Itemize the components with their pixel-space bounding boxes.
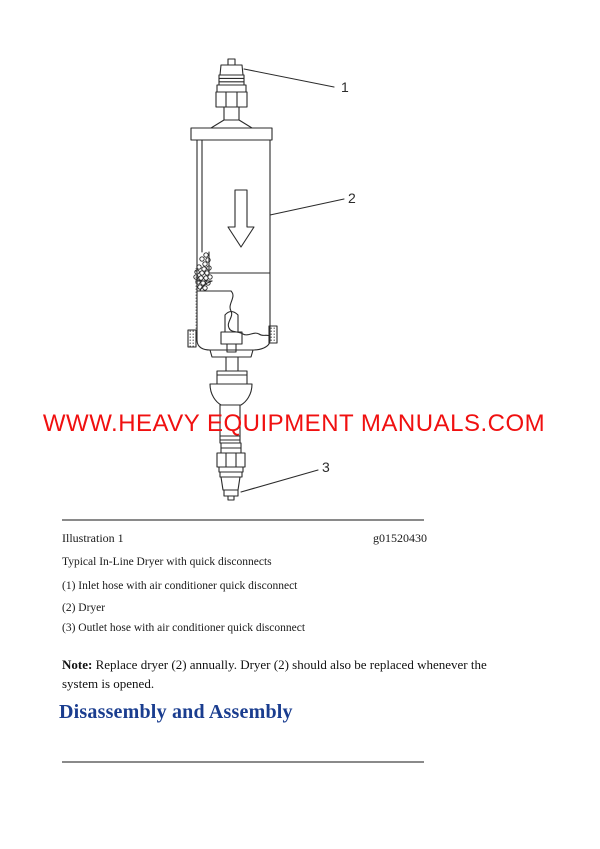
callout-number-1: 1 bbox=[341, 79, 349, 95]
callout-number-3: 3 bbox=[322, 459, 330, 475]
note-paragraph bbox=[62, 656, 522, 694]
legend-item-1: (1) Inlet hose with air conditioner quick disconnect bbox=[62, 580, 298, 592]
dryer-body-drawing bbox=[188, 128, 277, 357]
legend-item-3: (3) Outlet hose with air conditioner quick disconnect bbox=[62, 622, 306, 634]
callout-line-1 bbox=[244, 69, 334, 87]
note-label: Note: bbox=[62, 657, 93, 672]
outlet-fitting-drawing bbox=[210, 357, 252, 500]
figure-divider-rule bbox=[62, 519, 424, 521]
section-divider-rule bbox=[62, 761, 424, 763]
callout-number-2: 2 bbox=[348, 190, 356, 206]
watermark-text: WWW.HEAVY EQUIPMENT MANUALS.COM bbox=[42, 410, 546, 437]
caption-header-row bbox=[62, 531, 427, 546]
legend-item-2: (2) Dryer bbox=[62, 602, 106, 614]
illustration-label: Illustration 1 bbox=[62, 531, 124, 545]
flow-arrow bbox=[228, 190, 254, 247]
note-text: Replace dryer (2) annually. Dryer (2) should also be replaced whenever the system is opened. bbox=[62, 657, 487, 691]
figure-title: Typical In-Line Dryer with quick disconnects bbox=[62, 556, 272, 568]
callout-line-2 bbox=[270, 199, 344, 215]
figure-id: g01520430 bbox=[373, 531, 427, 545]
section-heading: Disassembly and Assembly bbox=[59, 701, 293, 723]
dryer-illustration bbox=[150, 40, 400, 510]
callout-line-3 bbox=[241, 470, 318, 492]
